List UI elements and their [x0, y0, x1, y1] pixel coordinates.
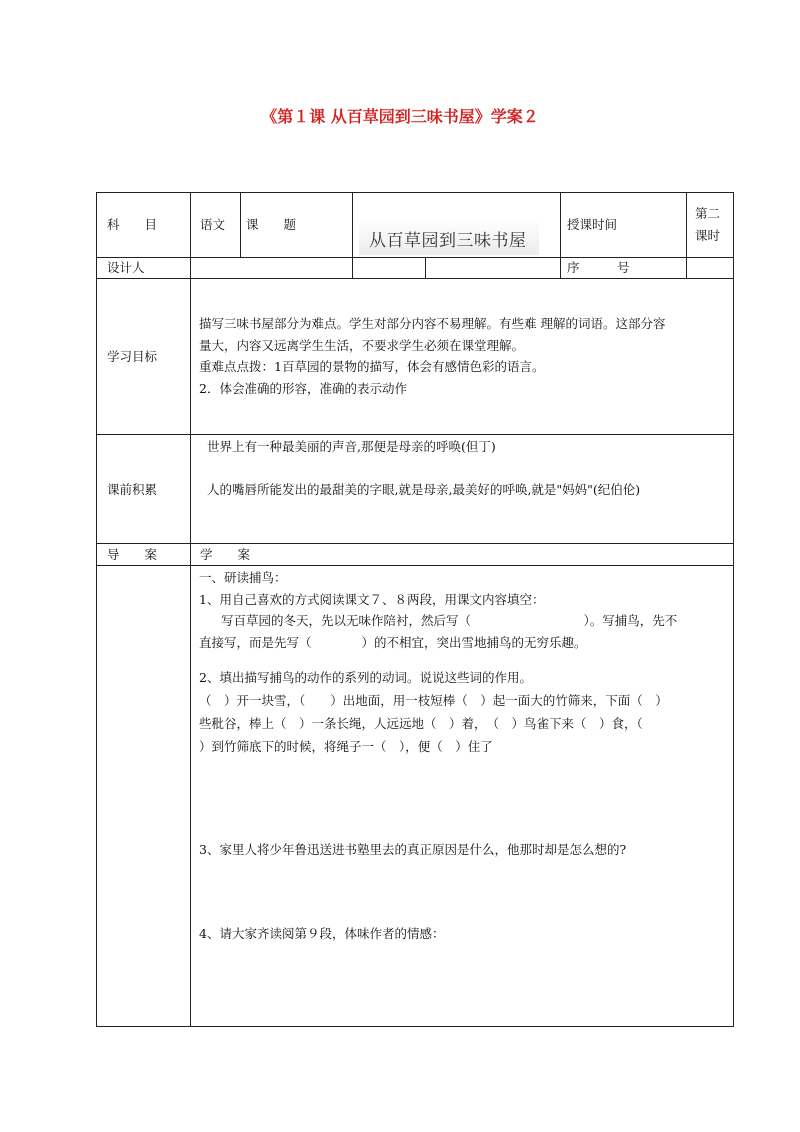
row-divider	[97, 434, 733, 435]
lesson-plan-table	[96, 192, 734, 1027]
column-divider	[240, 193, 241, 257]
row-divider	[97, 543, 733, 544]
goals-line: 重难点点拨：1百草园的景物的描写，体会有感情色彩的语言。	[199, 359, 545, 374]
goals-line: 量大，内容又远离学生生活，不要求学生必须在课堂理解。	[199, 338, 525, 353]
question-4: 4、请大家齐读阅第９段，体味作者的情感：	[199, 926, 445, 941]
period-line-2: 课时	[695, 228, 721, 243]
designer-label: 设计人	[107, 260, 145, 275]
column-divider	[425, 257, 426, 278]
question-2-line: （ ）开一块雪，（ ）出地面，用一枝短棒（ ）起一面大的竹筛来，下面（ ）	[199, 693, 668, 708]
goals-label: 学习目标	[107, 349, 158, 364]
column-divider	[560, 193, 561, 278]
preclass-quote-1: 世界上有一种最美丽的声音,那便是母亲的呼唤(但丁)	[207, 439, 496, 454]
serial-label: 序 号	[567, 260, 630, 275]
question-1-line: 写百草园的冬天，先以无味作陪衬，然后写（ ）。写捕鸟，先不	[221, 613, 678, 628]
subject-value: 语文	[200, 217, 226, 232]
topic-label: 课 题	[246, 217, 297, 232]
goals-line: 描写三味书屋部分为难点。学生对部分内容不易理解。有些难 理解的词语。这部分容	[199, 316, 666, 331]
page-title: 《第１课 从百草园到三味书屋》学案２	[261, 107, 539, 126]
subject-label: 科 目	[107, 217, 158, 232]
question-1-line: 直接写，而是先写（ ）的不相宜，突出雪地捕鸟的无穷乐趣。	[199, 635, 587, 650]
study-label: 学 案	[200, 547, 251, 562]
preclass-label: 课前积累	[107, 482, 158, 497]
column-divider	[686, 193, 687, 278]
question-2-line: 些秕谷，棒上（ ）一条长绳，人远远地（ ）着， （ ）鸟雀下来（ ）食，（	[199, 716, 643, 731]
row-divider	[97, 257, 733, 258]
question-1: 1、用自己喜欢的方式阅读课文７、８两段，用课文内容填空：	[199, 592, 545, 607]
question-3: 3、家里人将少年鲁迅送进书塾里去的真正原因是什么，他那时却是怎么想的?	[199, 842, 627, 857]
column-divider	[352, 193, 353, 278]
row-divider	[97, 278, 733, 279]
period-line-1: 第二	[695, 206, 721, 221]
section-heading: 一、研读捕鸟：	[199, 570, 287, 585]
goals-line: 2．体会准确的形容，准确的表示动作	[199, 381, 407, 396]
preclass-quote-2: 人的嘴唇所能发出的最甜美的字眼,就是母亲,最美好的呼唤,就是"妈妈"(纪伯伦)	[207, 482, 641, 497]
question-2: 2、填出描写捕鸟的动作的系列的动词。说说这些词的作用。	[199, 670, 532, 685]
question-2-line: ）到竹筛底下的时候，将绳子一（ ），便（ ）住了	[199, 739, 493, 754]
guide-label: 导 案	[107, 547, 158, 562]
row-divider	[97, 565, 733, 566]
column-divider	[190, 193, 191, 1026]
topic-value: 从百草园到三味书屋	[369, 231, 527, 251]
time-label: 授课时间	[567, 217, 618, 232]
